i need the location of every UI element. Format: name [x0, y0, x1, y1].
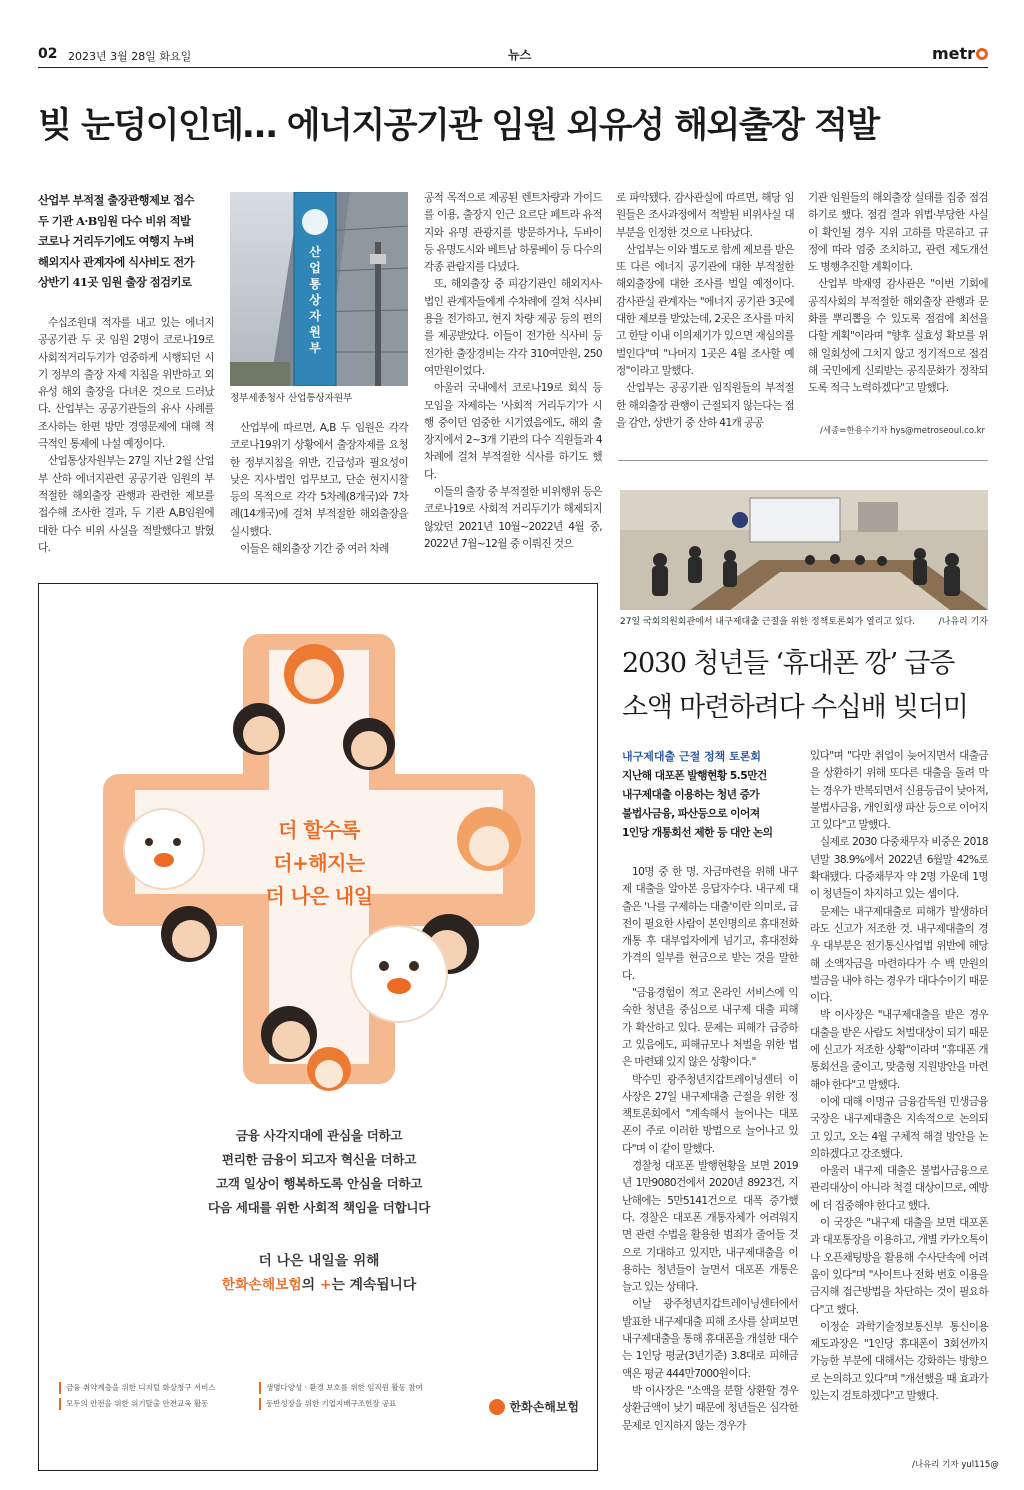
paragraph: 문제는 내구제대출로 피해가 발생하더라도 신고가 저조한 것. 내구제대출의 경우 대부분은 전기통신사업법 위반에 해당해 소액자금을 마련하다가 수 백 만원의 벌금을 내야 하는 경우가 대다수이기 때문이다.	[810, 905, 988, 1005]
paragraph: "금융경험이 적고 온라인 서비스에 익숙한 청년을 중심으로 내구제 대출 피해가 확산하고 있다. 문제는 피해가 급증하고 있음에도, 피해규모나 처벌을 위한 법은 마련돼 있지 않은 상황이다."	[622, 987, 798, 1069]
main-headline: 빚 눈덩이인데… 에너지공기관 임원 외유성 해외출장 적발	[38, 106, 879, 146]
photo2-caption	[620, 614, 988, 627]
photo2-credit: /나유리 기자	[938, 617, 988, 627]
ad-copy-line: 다음 세대를 위한 사회적 책임을 더합니다	[207, 1200, 431, 1215]
deck-line: 1인당 개통회선 제한 등 대안 논의	[622, 826, 773, 839]
article1-deck	[38, 190, 218, 293]
paragraph: 산업통상자원부는 27일 지난 2월 산업부 산하 에너지관련 공공기관 임원의 부적절한 해외출장 관행과 관련한 제보를 접수해 조사한 결과, 두 기관 A,B임원에 대한 다수 비위 사실을 적발했다고 밝혔다.	[38, 455, 214, 554]
article2-column-2	[810, 748, 988, 1405]
slogan-line: 더 할수록	[278, 818, 360, 842]
masthead	[38, 38, 988, 68]
ad-closing-line-1: 더 나은 내일을 위해	[258, 1253, 380, 1269]
paragraph: 산업부 박재영 감사관은 "이번 기회에 공직사회의 부적절한 해외출장 관행과 문화를 뿌리뽑을 수 있도록 점검에 최선을 다할 계획"이라며 "향후 실효성 확보를 위해 일회성에 그치지 않고 정기적으로 점검해 국민에게 신뢰받는 공직문화가 정착되도록 적극 노력하겠다"고 말했다.	[808, 278, 988, 395]
plus-mark: +	[319, 1277, 332, 1293]
brand-o-icon	[976, 48, 988, 60]
ad-footer-item: 금융 취약계층을 위한 디지털 화상청구 서비스	[59, 1382, 216, 1394]
forum-photo	[620, 490, 988, 610]
paragraph: 아울러 국내에서 코로나19로 회식 등 모임을 자제하는 '사회적 거리두기'가 시행 중이던 엄중한 시기였음에도, 해외 출장지에서 2~3개 기관의 다수 직원들과 4차례에 걸쳐 부적절한 식사를 하기도 했다.	[424, 382, 602, 481]
paragraph: 이정순 과학기술정보통신부 통신이용제도과장은 "1인당 휴대폰이 3회선까지 가능한 부분에 대해서는 강화하는 방향으로 논의하고 있다"며 "개선했을 때 효과가 있는지 검토하겠다"고 말했다.	[810, 1320, 988, 1402]
article1-column-2	[230, 420, 408, 558]
deck-line: 코로나 거리두기에도 여행지 누벼	[38, 234, 195, 248]
paragraph: 10명 중 한 명. 자금마련을 위해 내구제 대출을 알아본 응답자수다. 내구제 대출은 '나를 구제하는 대출'이란 의미로, 급전이 필요한 사람이 본인명의로 휴대전화 개통 후 대부업자에게 넘기고, 휴대전화 가격의 일부를 현금으로 받는 것을 말한다.	[622, 866, 798, 982]
section-name: 뉴스	[508, 48, 532, 62]
divider	[618, 460, 988, 461]
paragraph: 경찰청 대포폰 발행현황을 보면 2019년 1만9080건에서 2020년 8923건, 지난해에는 5만5141건으로 대폭 증가했다. 경찰은 대포폰 개통자체가 어려워지면 관련 수법을 활용한 범죄가 줄어들 것으로 기대하고 있지만, 내구제대출을 이용하는 청년들이 늘면서 대포폰 개통은 늘고 있는 상태다.	[622, 1160, 798, 1294]
ad-copy	[39, 1124, 598, 1220]
paragraph: 아울러 내구제 대출은 불법사금융으로 관리대상이 아니라 척결 대상이므로, 예방에 더 집중해야 한다고 했다.	[810, 1165, 988, 1212]
deck-line: 불법사금융, 파산등으로 이어져	[622, 807, 760, 820]
article2-column-1	[622, 864, 798, 1435]
paragraph: 공적 목적으로 제공된 렌트차량과 가이드를 이용, 출장지 인근 요르단 페트라 유적지와 유명 관광지를 방문하거나, 두바이 등 유명도시와 베트남 하롱베이 등 다수의 각종 관람지를 다녔다.	[424, 192, 602, 274]
issue-date: 2023년 3월 28일 화요일	[68, 50, 192, 63]
ad-slogan	[219, 814, 419, 913]
ad-brand-text: 한화손해보험	[221, 1277, 302, 1293]
paragraph: 산업부는 공공기관 임직원들의 부적절한 해외출장 관행이 근절되지 않는다는 점을 감안, 상반기 중 산하 41개 공공	[616, 382, 794, 429]
paragraph: 박 이사장은 "내구제대출을 받은 경우 대출을 받은 사람도 처벌대상이 되기 때문에 신고가 저조한 상황"이라며 "휴대폰 개통회선을 줄이고, 맞춤형 지원방안을 마련해야 한다"고 말했다.	[810, 1009, 988, 1091]
photo1-caption: 정부세종청사 산업통상자원부	[230, 393, 353, 404]
ad-copy-line: 편리한 금융이 되고자 혁신을 더하고	[221, 1152, 417, 1167]
ad-copy-line: 금융 사각지대에 관심을 더하고	[235, 1128, 403, 1143]
ad-footer-item: 생명다양성 · 환경 보호를 위한 임직원 활동 참여	[259, 1382, 423, 1394]
paragraph: 수십조원대 적자를 내고 있는 에너지 공공기관 두 곳 임원 2명이 코로나19로 사회적거리두기가 엄중하게 시행되던 시기 정부의 출장 자제 지침을 위반하고 외유성 해외 출장을 다녀온 것으로 드러났다. 산업부는 공공기관들의 유사 사례를 조사하는 한편 방만 경영문제에 대해 적극적인 통제에 나설 예정이다.	[38, 317, 214, 451]
deck-line: 지난해 대포폰 발행현황 5.5만건	[622, 769, 767, 782]
paragraph: 실제로 2030 다중채무자 비중은 2018년말 38.9%에서 2022년 6월말 42%로 확대됐다. 다중채무자 약 2명 가운데 1명이 청년들이 차지하고 있는 셈이다.	[810, 836, 988, 901]
slogan-line: 더 나은 내일	[265, 884, 373, 908]
deck-line: 상반기 41곳 임원 출장 점검키로	[38, 275, 192, 289]
paragraph: 기관 임원들의 해외출장 실태를 집중 점검하기로 했다. 점검 결과 위법·부당한 사실이 확인될 경우 지위 고하를 막론하고 규정에 따라 엄중 조치하고, 관련 제도개선도 병행추진할 계획이다.	[808, 192, 988, 274]
photo2-caption-text: 27일 국회의원회관에서 내구제대출 근절을 위한 정책토론회가 열리고 있다.	[620, 617, 916, 627]
article2-deck	[622, 748, 800, 842]
building-signage: 산업통상자원부	[309, 245, 321, 355]
headline-line: 소액 마련하려다 수십배 빚더미	[622, 692, 968, 723]
paragraph: 박 이사장은 "소액을 분할 상환할 경우 상환금액이 낮기 때문에 청년들은 심각한 문제로 인지하지 않는 경우가	[622, 1384, 798, 1432]
paragraph: 이에 대해 이명규 금융감독원 민생금융국장은 내구제대출은 지속적으로 논의되고 있고, 오는 4월 구체적 해결 방안을 논의하겠다고 강조했다.	[810, 1095, 988, 1160]
slogan-line: 더+해지는	[273, 851, 365, 875]
paragraph: 이날 광주청년지갑트레이닝센터에서 발표한 내구제대출 피해 조사를 살펴보면 내구제대출을 통해 휴대폰을 개설한 대수는 1인당 평균(3년기준) 3.8대로 피해금액은 평균 444만7000원이다.	[622, 1298, 798, 1380]
paragraph: 산업부에 따르면, A,B 두 임원은 각각 코로나19위기 상황에서 출장자제를 요청한 정부지침을 위반, 긴급성과 필요성이 낮은 지사·법인 업무보고, 단순 현지시찰 등의 목적으로 각각 5차례(8개국)와 7차례(14개국)에 걸쳐 부적절한 해외출장을 실시했다.	[230, 422, 408, 538]
paragraph: 이들의 출장 중 부적절한 비위행위 등은 코로나19로 사회적 거리두기가 해제되지 않았던 2021년 10월~2022년 4월 중, 2022년 7월~12월 중 이뤄진 것으	[424, 486, 602, 550]
ad-closing-line-2: 한화손해보험의 +는 계속됩니다	[221, 1277, 417, 1293]
headline-line: 2030 청년들 ‘휴대폰 깡’ 급증	[622, 648, 955, 679]
paragraph: 있다"며 "다만 취업이 늦어지면서 대출금을 상환하기 위해 또다른 대출을 돌려 막는 경우가 반복되면서 신용등급이 낮아져, 불법사금융, 개인회생 파산 등으로 이어지고 있다"고 말했다.	[810, 750, 988, 832]
article2-byline: /나유리 기자 yul115@	[912, 1460, 999, 1470]
ad-footer-item: 모두의 안전을 위한 위기탈출 안전교육 활동	[59, 1398, 208, 1410]
ministry-building-photo	[230, 192, 408, 386]
deck-line: 내구제대출 이용하는 청년 증가	[622, 788, 760, 801]
paragraph: 이 국장은 "내구제 대출을 보면 대포폰과 대포통장을 이용하고, 개별 카카오톡이나 오픈채팅방을 활용해 수사단속에 어려움이 있다"며 "사이트나 전화 번호 이용을 금지해 접근방법을 차단하는 것이 필요하다"고 했다.	[810, 1217, 988, 1316]
paragraph: 로 파악됐다. 감사관실에 따르면, 해당 임원들은 조사과정에서 적발된 비위사실 대부분을 인정한 것으로 나타났다.	[616, 192, 794, 239]
hanwha-advertisement[interactable]	[38, 583, 598, 1471]
paragraph: 산업부는 이와 별도로 함께 제보를 받은 또 다른 에너지 공기관에 대한 부적절한 해외출장에 대한 조사를 벌일 예정이다. 감사관실 관계자는 "에너지 공기관 3곳에 대한 제보를 받았는데, 2곳은 조사를 마치고 한달 이내 이의제기가 있으면 재심의를 벌인다"며 "나머지 1곳은 4월 조사할 예정"이라고 말했다.	[616, 243, 794, 377]
deck-line: 산업부 부적절 출장관행제보 접수	[38, 193, 195, 207]
hanwha-logo: 한화손해보험	[489, 1398, 579, 1415]
paragraph: 이들은 해외출장 기간 중 여러 차례	[240, 543, 389, 556]
paragraph: 박수민 광주청년지갑트레이닝센터 이사장은 27일 내구제대출 근절을 위한 정책토론회에서 "계속해서 늘어나는 대포 폰이 주로 이러한 방법으로 늘어나고 있다"며 이 같이 말했다.	[622, 1073, 798, 1155]
article1-byline: /세종=한용수기자 hys@metroseoul.co.kr	[820, 426, 986, 436]
article2-headline	[622, 642, 988, 730]
page-number: 02	[38, 46, 58, 62]
article1-column-3	[424, 190, 602, 553]
kicker: 내구제대출 근절 정책 토론회	[622, 750, 761, 763]
ad-footer	[59, 1372, 579, 1432]
ad-copy-line: 고객 일상이 행복하도록 안심을 더하고	[215, 1176, 423, 1191]
article1-column-4	[616, 190, 794, 432]
deck-line: 해외지사 관계자에 식사비도 전가	[38, 254, 195, 269]
article1-column-1	[38, 315, 214, 557]
paragraph: 또, 해외출장 중 피감기관인 해외지사·법인 관계자들에게 수차례에 걸쳐 식사비용을 전가하고, 현지 차량 제공 등의 편의를 제공받았다. 이들이 전가한 식사비 등 전가한 출장경비는 각각 310여만원, 250여만원이었다.	[424, 278, 602, 377]
article1-column-5	[808, 190, 988, 398]
ad-footer-item: 동반성장을 위한 기업지배구조헌장 공표	[259, 1398, 396, 1410]
brand-logo: metr	[932, 44, 988, 63]
hanwha-flame-icon	[489, 1399, 505, 1415]
deck-line: 두 기관 A·B임원 다수 비위 적발	[38, 213, 191, 228]
